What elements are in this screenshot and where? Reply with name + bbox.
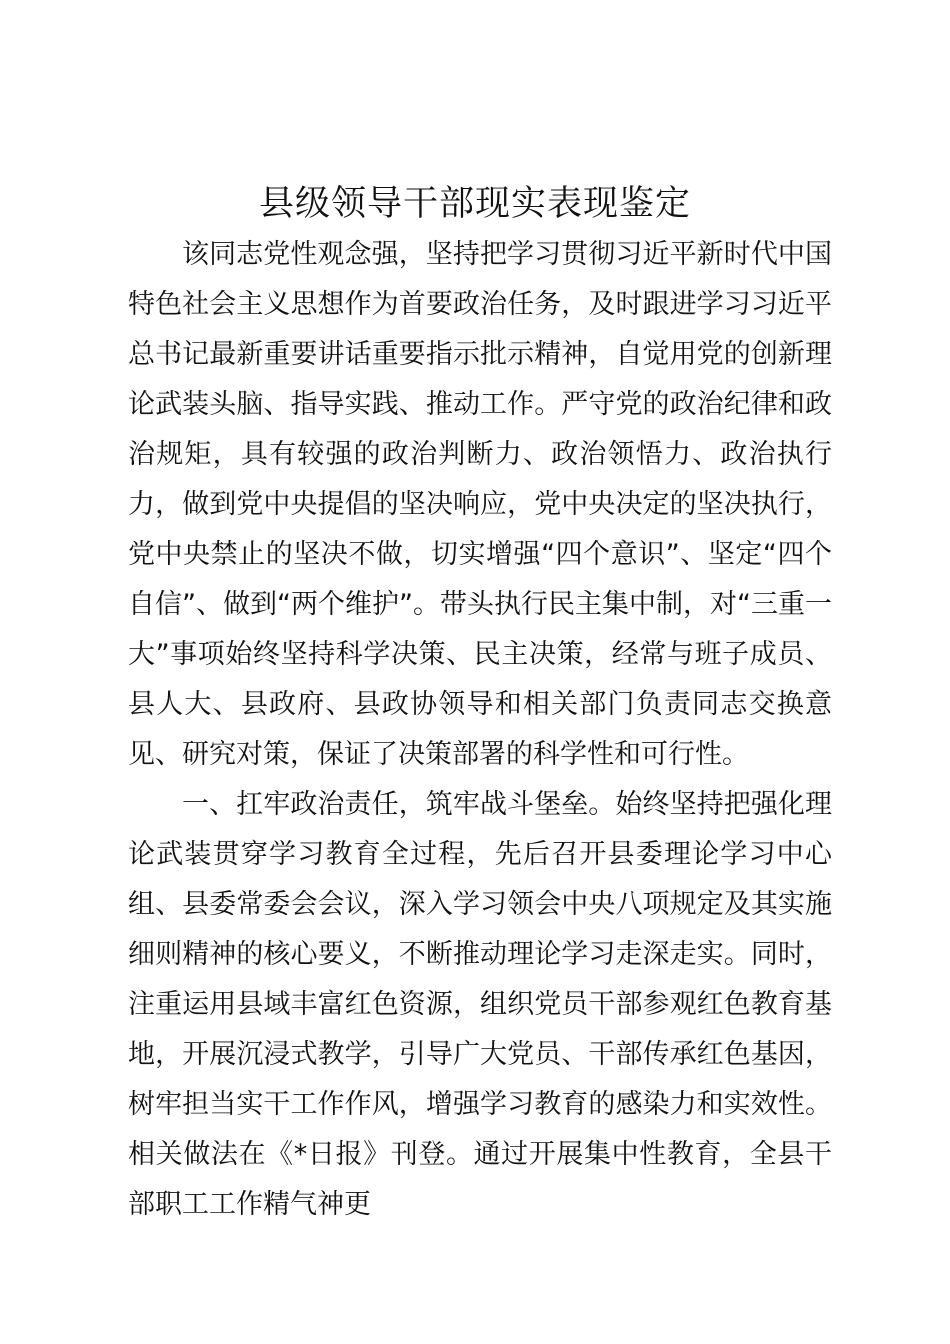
document-title: 县级领导干部现实表现鉴定 [258, 184, 691, 224]
paragraph-political-responsibility: 一、扛牢政治责任，筑牢战斗堡垒。始终坚持把强化理论武装贯穿学习教育全过程，先后召开县委理论学习中心组、县委常委会会议，深入学习领会中央八项规定及其实施细则精神的核心要义，不断推动理论学习走深走实。同时，注重运用县域丰富红色资源，组织党员干部参观红色教育基地，开展沉浸式教学，引导广大党员、干部传承红色基因，树牢担当实干工作作风，增强学习教育的感染力和实效性。相关做法在《*日报》刊登。通过开展集中性教育，全县干部职工工作精气神更 [128, 789, 832, 1220]
paragraph-political-assessment: 该同志党性观念强，坚持把学习贯彻习近平新时代中国特色社会主义思想作为首要政治任务，及时跟进学习习近平总书记最新重要讲话重要指示批示精神，自觉用党的创新理论武装头脑、指导实践、推动工作。严守党的政治纪律和政治规矩，具有较强的政治判断力、政治领悟力、政治执行力，做到党中央提倡的坚决响应，党中央决定的坚决执行，党中央禁止的坚决不做，切实增强“四个意识”、坚定“四个自信”、做到“两个维护”。带头执行民主集中制，对“三重一大”事项始终坚持科学决策、民主决策，经常与班子成员、县人大、县政府、县政协领导和相关部门负责同志交换意见、研究对策，保证了决策部署的科学性和可行性。 [128, 239, 832, 770]
